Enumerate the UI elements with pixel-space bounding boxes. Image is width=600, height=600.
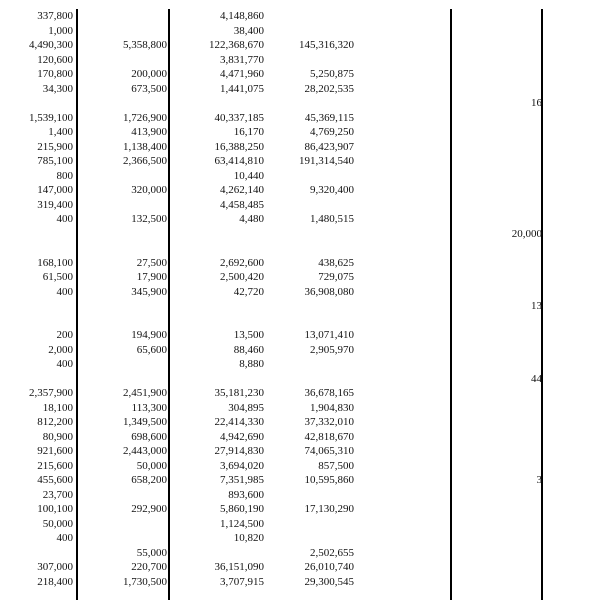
table-cell: 5,250,875 xyxy=(310,68,354,80)
table-cell: 698,600 xyxy=(131,430,167,443)
table-cell: 455,600 xyxy=(37,474,73,486)
table-cell: 80,900 xyxy=(42,430,73,443)
table-cell: 4,769,250 xyxy=(310,126,354,138)
table-row xyxy=(0,547,600,561)
table-cell: 1,539,100 xyxy=(29,111,73,124)
table-cell: 35,181,230 xyxy=(214,387,264,399)
table-cell: 800 xyxy=(56,169,73,182)
table-cell: 413,900 xyxy=(131,126,167,138)
table-row xyxy=(0,213,600,227)
table-cell: 220,700 xyxy=(131,561,167,573)
table-row xyxy=(0,300,600,314)
table-cell: 292,900 xyxy=(131,503,167,515)
table-cell: 2,357,900 xyxy=(29,387,73,399)
table-cell: 42,720 xyxy=(233,285,264,298)
table-row xyxy=(0,561,600,575)
table-cell: 400 xyxy=(56,532,73,544)
table-cell: 2,443,000 xyxy=(123,445,167,457)
table-cell: 194,900 xyxy=(131,329,167,341)
table-cell: 191,314,540 xyxy=(299,155,354,167)
table-cell: 345,900 xyxy=(131,285,167,298)
table-cell: 26,010,740 xyxy=(304,561,354,573)
table-row xyxy=(0,97,600,111)
table-cell: 5,860,190 xyxy=(220,503,264,515)
table-row xyxy=(0,199,600,213)
table-row xyxy=(0,416,600,430)
table-cell: 34,300 xyxy=(42,82,73,95)
table-cell: 4,942,690 xyxy=(220,430,264,443)
table-cell: 36,151,090 xyxy=(214,561,264,573)
table-cell: 200,000 xyxy=(131,68,167,80)
table-cell: 16,388,250 xyxy=(214,140,264,153)
table-cell: 61,500 xyxy=(42,271,73,283)
table-cell: 812,200 xyxy=(37,416,73,428)
table-row xyxy=(0,489,600,503)
table-cell: 16 xyxy=(531,97,542,109)
table-row xyxy=(0,518,600,532)
table-cell: 50,000 xyxy=(136,459,167,472)
table-cell: 1,138,400 xyxy=(123,140,167,153)
table-row xyxy=(0,286,600,300)
table-cell: 18,100 xyxy=(42,401,73,414)
table-cell: 88,460 xyxy=(233,343,264,356)
table-cell: 304,895 xyxy=(228,401,264,414)
table-cell: 2,000 xyxy=(48,343,73,356)
table-cell: 168,100 xyxy=(37,256,73,269)
table-cell: 2,692,600 xyxy=(220,256,264,269)
table-row xyxy=(0,474,600,488)
table-cell: 729,075 xyxy=(318,271,354,283)
table-cell: 65,600 xyxy=(136,343,167,356)
table-row xyxy=(0,112,600,126)
table-cell: 1,904,830 xyxy=(310,401,354,414)
table-cell: 13,071,410 xyxy=(304,329,354,341)
table-cell: 10,440 xyxy=(233,169,264,182)
table-row xyxy=(0,170,600,184)
table-cell: 1,730,500 xyxy=(123,575,167,588)
table-cell: 218,400 xyxy=(37,575,73,588)
table-cell: 17,130,290 xyxy=(304,503,354,515)
table-cell: 658,200 xyxy=(131,474,167,486)
table-cell: 44 xyxy=(531,372,542,385)
table-cell: 2,502,655 xyxy=(310,546,354,559)
table-cell: 1,726,900 xyxy=(123,111,167,124)
table-cell: 4,490,300 xyxy=(29,39,73,51)
table-row xyxy=(0,460,600,474)
table-cell: 921,600 xyxy=(37,445,73,457)
table-cell: 2,366,500 xyxy=(123,155,167,167)
table-cell: 113,300 xyxy=(131,401,167,414)
table-cell: 20,000 xyxy=(511,227,542,240)
table-row xyxy=(0,315,600,329)
table-cell: 200 xyxy=(56,329,73,341)
table-cell: 307,000 xyxy=(37,561,73,573)
table-row xyxy=(0,445,600,459)
table-row xyxy=(0,68,600,82)
table-cell: 3,831,770 xyxy=(220,53,264,66)
table-cell: 16,170 xyxy=(233,126,264,138)
table-cell: 4,262,140 xyxy=(220,184,264,196)
table-cell: 1,124,500 xyxy=(220,517,264,530)
table-row xyxy=(0,25,600,39)
table-cell: 215,600 xyxy=(37,459,73,472)
table-cell: 8,880 xyxy=(239,358,264,370)
table-cell: 2,905,970 xyxy=(310,343,354,356)
table-cell: 215,900 xyxy=(37,140,73,153)
table-cell: 4,148,860 xyxy=(220,10,264,22)
table-cell: 337,800 xyxy=(37,10,73,22)
table-cell: 45,369,115 xyxy=(304,111,354,124)
table-cell: 9,320,400 xyxy=(310,184,354,196)
table-cell: 63,414,810 xyxy=(214,155,264,167)
table-cell: 50,000 xyxy=(42,517,73,530)
table-row xyxy=(0,373,600,387)
table-cell: 10,820 xyxy=(233,532,264,544)
table-cell: 122,368,670 xyxy=(209,39,264,51)
table-cell: 2,451,900 xyxy=(123,387,167,399)
table-row xyxy=(0,257,600,271)
table-cell: 400 xyxy=(56,285,73,298)
table-cell: 1,349,500 xyxy=(123,416,167,428)
table-row xyxy=(0,39,600,53)
table-cell: 86,423,907 xyxy=(304,140,354,153)
table-cell: 13 xyxy=(531,300,542,312)
table-row xyxy=(0,155,600,169)
table-cell: 3,694,020 xyxy=(220,459,264,472)
table-cell: 170,800 xyxy=(37,68,73,80)
table-cell: 27,914,830 xyxy=(214,445,264,457)
table-cell: 3,707,915 xyxy=(220,575,264,588)
table-cell: 1,441,075 xyxy=(220,82,264,95)
table-cell: 36,908,080 xyxy=(304,285,354,298)
table-cell: 400 xyxy=(56,358,73,370)
table-row xyxy=(0,503,600,517)
table-row xyxy=(0,228,600,242)
table-cell: 55,000 xyxy=(136,546,167,559)
table-cell: 319,400 xyxy=(37,198,73,211)
table-cell: 132,500 xyxy=(131,213,167,225)
table-cell: 42,818,670 xyxy=(304,430,354,443)
table-row xyxy=(0,329,600,343)
table-cell: 100,100 xyxy=(37,503,73,515)
table-row xyxy=(0,126,600,140)
table-cell: 400 xyxy=(56,213,73,225)
table-cell: 22,414,330 xyxy=(214,416,264,428)
table-cell: 13,500 xyxy=(233,329,264,341)
table-cell: 7,351,985 xyxy=(220,474,264,486)
table-cell: 37,332,010 xyxy=(304,416,354,428)
table-cell: 74,065,310 xyxy=(304,445,354,457)
table-cell: 320,000 xyxy=(131,184,167,196)
table-row xyxy=(0,184,600,198)
table-cell: 36,678,165 xyxy=(304,387,354,399)
table-cell: 145,316,320 xyxy=(299,39,354,51)
table-row xyxy=(0,54,600,68)
table-row xyxy=(0,344,600,358)
table-cell: 5,358,800 xyxy=(123,39,167,51)
table-cell: 23,700 xyxy=(42,488,73,501)
table-cell: 1,480,515 xyxy=(310,213,354,225)
table-cell: 1,400 xyxy=(48,126,73,138)
table-row xyxy=(0,141,600,155)
table-cell: 17,900 xyxy=(136,271,167,283)
table-row xyxy=(0,402,600,416)
table-cell: 28,202,535 xyxy=(304,82,354,95)
table-row xyxy=(0,576,600,590)
table-row xyxy=(0,242,600,256)
table-row xyxy=(0,10,600,24)
table-cell: 147,000 xyxy=(37,184,73,196)
table-row xyxy=(0,83,600,97)
table-cell: 120,600 xyxy=(37,53,73,66)
table-cell: 4,458,485 xyxy=(220,198,264,211)
table-cell: 4,471,960 xyxy=(220,68,264,80)
table-cell: 673,500 xyxy=(131,82,167,95)
table-row xyxy=(0,358,600,372)
table-cell: 893,600 xyxy=(228,488,264,501)
table-row xyxy=(0,387,600,401)
table-cell: 785,100 xyxy=(37,155,73,167)
table-row xyxy=(0,431,600,445)
table-row xyxy=(0,271,600,285)
table-cell: 1,000 xyxy=(48,24,73,37)
table-cell: 10,595,860 xyxy=(304,474,354,486)
table-cell: 857,500 xyxy=(318,459,354,472)
table-cell: 38,400 xyxy=(233,24,264,37)
table-row xyxy=(0,532,600,546)
table-cell: 27,500 xyxy=(136,256,167,269)
table-cell: 29,300,545 xyxy=(304,575,354,588)
table-cell: 4,480 xyxy=(239,213,264,225)
table-cell: 2,500,420 xyxy=(220,271,264,283)
table-cell: 3 xyxy=(536,474,542,486)
table-cell: 438,625 xyxy=(318,256,354,269)
table-cell: 40,337,185 xyxy=(214,111,264,124)
